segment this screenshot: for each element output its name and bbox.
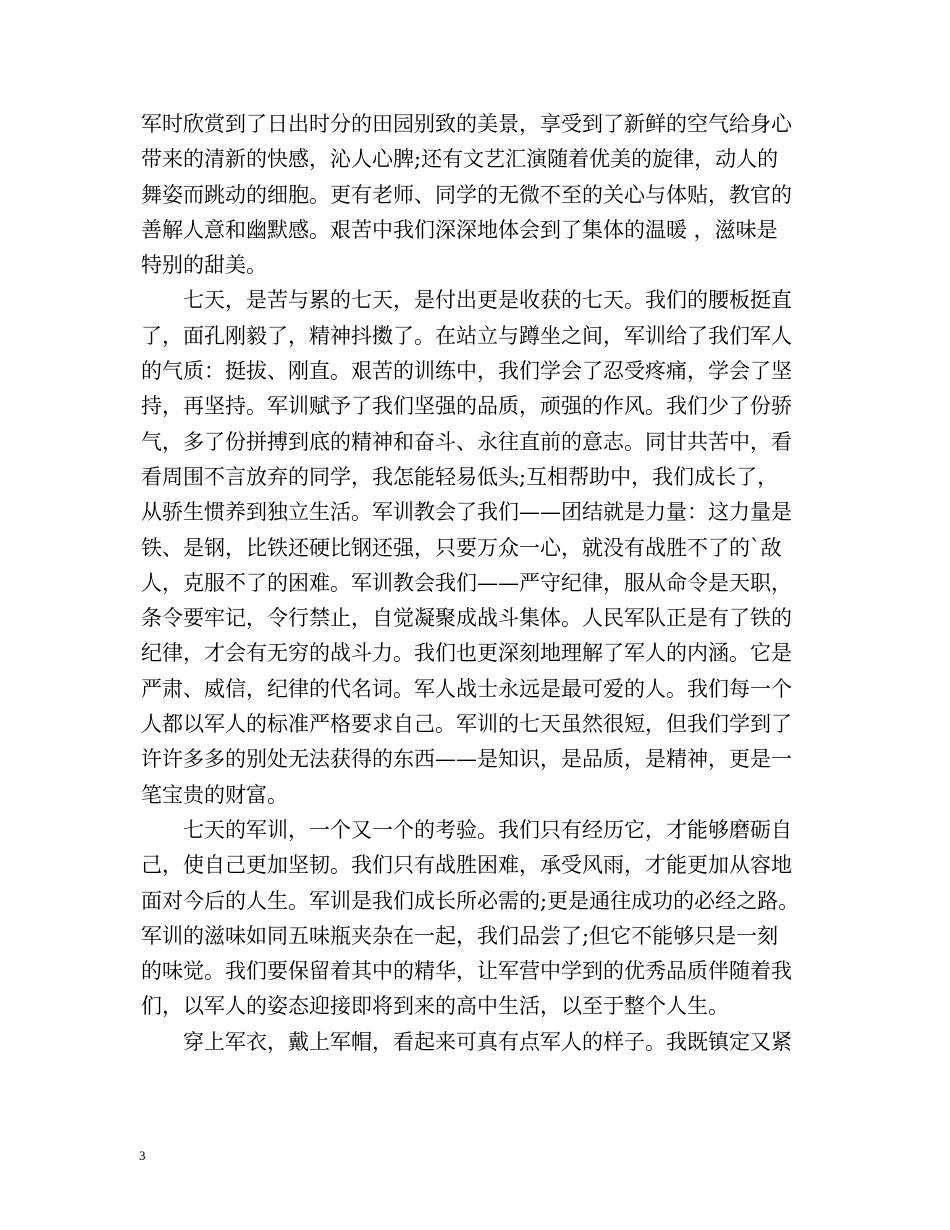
paragraph-first-line: 穿上军衣，戴上军帽，看起来可真有点军人的样子。我既镇定又紧 (183, 1029, 792, 1054)
text-line: 面对今后的人生。军训是我们成长所必需的;更是通往成功的必经之路。 (141, 888, 800, 913)
text-line: 纪律，才会有无穷的战斗力。我们也更深刻地理解了军人的内涵。它是 (141, 641, 792, 666)
body-text (141, 107, 841, 1060)
text-line: 善解人意和幽默感。艰苦中我们深深地体会到了集体的温暖 ，滋味是 (141, 217, 778, 242)
text-line: 们，以军人的姿态迎接即将到来的高中生活，以至于整个人生。 (141, 994, 729, 1019)
text-line: 己，使自己更加坚韧。我们只有战胜困难，承受风雨，才能更加从容地 (141, 853, 792, 878)
text-line: 的气质：挺拔、刚直。艰苦的训练中，我们学会了忍受疼痛，学会了坚 (141, 359, 792, 384)
text-line: 特别的甜美。 (141, 253, 267, 278)
text-line: 看周围不言放弃的同学，我怎能轻易低头;互相帮助中，我们成长了， (141, 464, 779, 489)
text-line: 条令要牢记，令行禁止，自觉凝聚成战斗集体。人民军队正是有了铁的 (141, 606, 792, 631)
text-line: 带来的清新的快感，沁人心脾;还有文艺汇演随着优美的旋律，动人的 (141, 147, 779, 172)
text-line: 严肃、威信，纪律的代名词。军人战士永远是最可爱的人。我们每一个 (141, 676, 792, 701)
page-number: 3 (139, 1148, 146, 1163)
text-line: 人，克服不了的困难。军训教会我们——严守纪律，服从命令是天职， (141, 570, 792, 595)
text-line: 的味觉。我们要保留着其中的精华，让军营中学到的优秀品质伴随着我 (141, 959, 792, 984)
text-line: 持，再坚持。军训赋予了我们坚强的品质，顽强的作风。我们少了份骄 (141, 394, 792, 419)
paragraph-first-line: 七天，是苦与累的七天，是付出更是收获的七天。我们的腰板挺直 (183, 288, 792, 313)
text-line: 从骄生惯养到独立生活。军训教会了我们——团结就是力量：这力量是 (141, 500, 792, 525)
text-line: 军训的滋味如同五味瓶夹杂在一起，我们品尝了;但它不能够只是一刻 (141, 923, 779, 948)
text-line: 军时欣赏到了日出时分的田园别致的美景，享受到了新鲜的空气给身心 (141, 112, 792, 136)
text-line: 舞姿而跳动的细胞。更有老师、同学的无微不至的关心与体贴，教官的 (141, 182, 792, 207)
text-line: 人都以军人的标准严格要求自己。军训的七天虽然很短，但我们学到了 (141, 712, 792, 737)
text-line: 铁、是钢，比铁还硬比钢还强，只要万众一心，就没有战胜不了的`敌 (141, 535, 782, 560)
text-line: 了，面孔刚毅了，精神抖擞了。在站立与蹲坐之间，军训给了我们军人 (141, 323, 792, 348)
paragraph-first-line: 七天的军训，一个又一个的考验。我们只有经历它，才能够磨砺自 (183, 817, 792, 842)
text-line: 笔宝贵的财富。 (141, 782, 288, 807)
text-line: 许许多多的别处无法获得的东西——是知识，是品质，是精神，更是一 (141, 747, 792, 772)
text-line: 气，多了份拼搏到底的精神和奋斗、永往直前的意志。同甘共苦中，看 (141, 429, 792, 454)
